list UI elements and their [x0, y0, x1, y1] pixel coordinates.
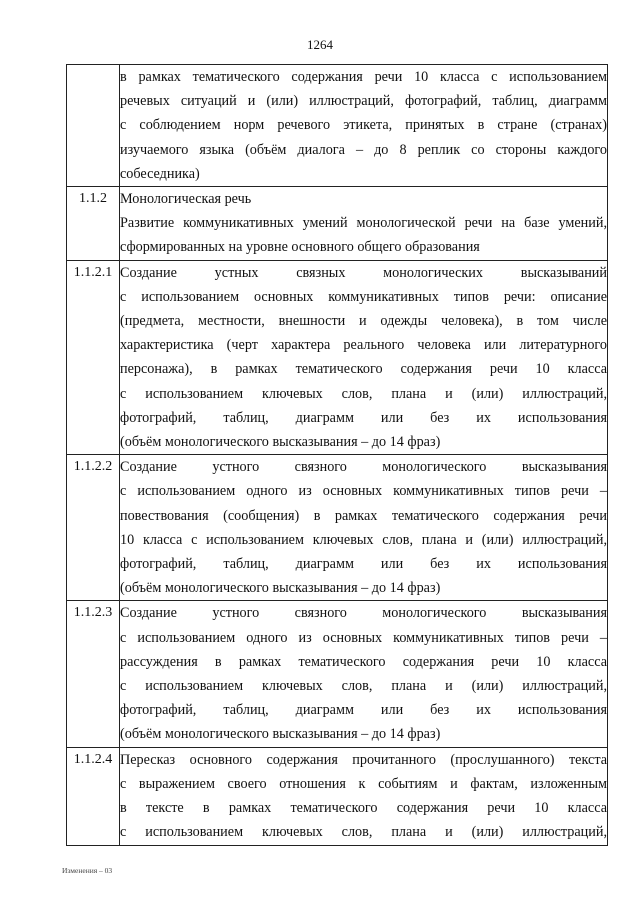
- text-line: с соблюдением норм речевого этикета, принятых в стране (странах): [120, 117, 607, 134]
- text-line: сформированных на уровне основного общего образования: [120, 239, 480, 256]
- text-line: повествования (сообщения) в рамках тематического содержания речи: [120, 507, 607, 524]
- row-number: 1.1.2: [67, 187, 120, 261]
- row-number: [67, 65, 120, 187]
- text-line: в рамках тематического содержания речи 10 класса с использованием: [120, 69, 607, 85]
- text-line: рассуждения в рамках тематического содержания речи 10 класса: [120, 653, 607, 670]
- content-table: [66, 64, 608, 846]
- table-row: [67, 65, 608, 187]
- text-line: Монологическая речь: [120, 191, 252, 208]
- text-line: собеседника): [120, 165, 200, 182]
- row-text: [120, 260, 608, 455]
- text-line: (объём монологического высказывания – до 14 фраз): [120, 580, 441, 597]
- table-row: [67, 747, 608, 845]
- text-line: персонажа), в рамках тематического содержания речи 10 класса: [120, 361, 607, 378]
- table-body: [67, 65, 608, 846]
- text-line: с использованием основных коммуникативных типов речи: описание: [120, 288, 607, 305]
- text-line: (объём монологического высказывания – до 14 фраз): [120, 726, 441, 743]
- text-line: фотографий, таблиц, диаграмм или без их использования: [120, 409, 607, 426]
- text-line: Пересказ основного содержания прочитанного (прослушанного) текста: [120, 751, 607, 768]
- text-line: фотографий, таблиц, диаграмм или без их использования: [120, 556, 607, 573]
- footer-note: Изменения – 03: [62, 866, 113, 875]
- row-text: [120, 65, 608, 187]
- text-line: Создание устных связных монологических высказываний: [120, 264, 607, 281]
- text-line: (объём монологического высказывания – до 14 фраз): [120, 434, 441, 451]
- row-number: 1.1.2.3: [67, 601, 120, 747]
- text-line: фотографий, таблиц, диаграмм или без их использования: [120, 702, 607, 719]
- row-text: [120, 455, 608, 601]
- text-line: Развитие коммуникативных умений монологической речи на базе умений,: [120, 215, 607, 232]
- text-line: с использованием ключевых слов, плана и (или) иллюстраций,: [120, 678, 607, 695]
- text-line: с использованием одного из основных коммуникативных типов речи –: [120, 483, 607, 500]
- text-line: с использованием ключевых слов, плана и (или) иллюстраций,: [120, 824, 607, 841]
- table-row: [67, 260, 608, 455]
- text-line: изучаемого языка (объём диалога – до 8 реплик со стороны каждого: [120, 141, 607, 158]
- text-line: с использованием ключевых слов, плана и (или) иллюстраций,: [120, 385, 607, 402]
- text-line: с использованием одного из основных коммуникативных типов речи –: [120, 629, 607, 646]
- row-number: 1.1.2.1: [67, 260, 120, 455]
- text-line: характеристика (черт характера реального человека или литературного: [120, 337, 607, 354]
- text-line: 10 класса с использованием ключевых слов, плана и (или) иллюстраций,: [120, 531, 607, 548]
- row-number: 1.1.2.2: [67, 455, 120, 601]
- table-row: [67, 601, 608, 747]
- text-line: речевых ситуаций и (или) иллюстраций, фотографий, таблиц, диаграмм: [120, 93, 607, 110]
- table-row: [67, 455, 608, 601]
- row-number: 1.1.2.4: [67, 747, 120, 845]
- row-text: [120, 747, 608, 845]
- table-row: [67, 187, 608, 261]
- text-line: Создание устного связного монологического высказывания: [120, 459, 607, 476]
- row-text: [120, 187, 608, 261]
- text-line: Создание устного связного монологического высказывания: [120, 605, 607, 622]
- text-line: (предмета, местности, внешности и одежды человека), в том числе: [120, 313, 607, 330]
- text-line: в тексте в рамках тематического содержания речи 10 класса: [120, 800, 607, 817]
- text-line: с выражением своего отношения к событиям и фактам, изложенным: [120, 775, 607, 792]
- page-number: 1264: [307, 37, 333, 52]
- row-text: [120, 601, 608, 747]
